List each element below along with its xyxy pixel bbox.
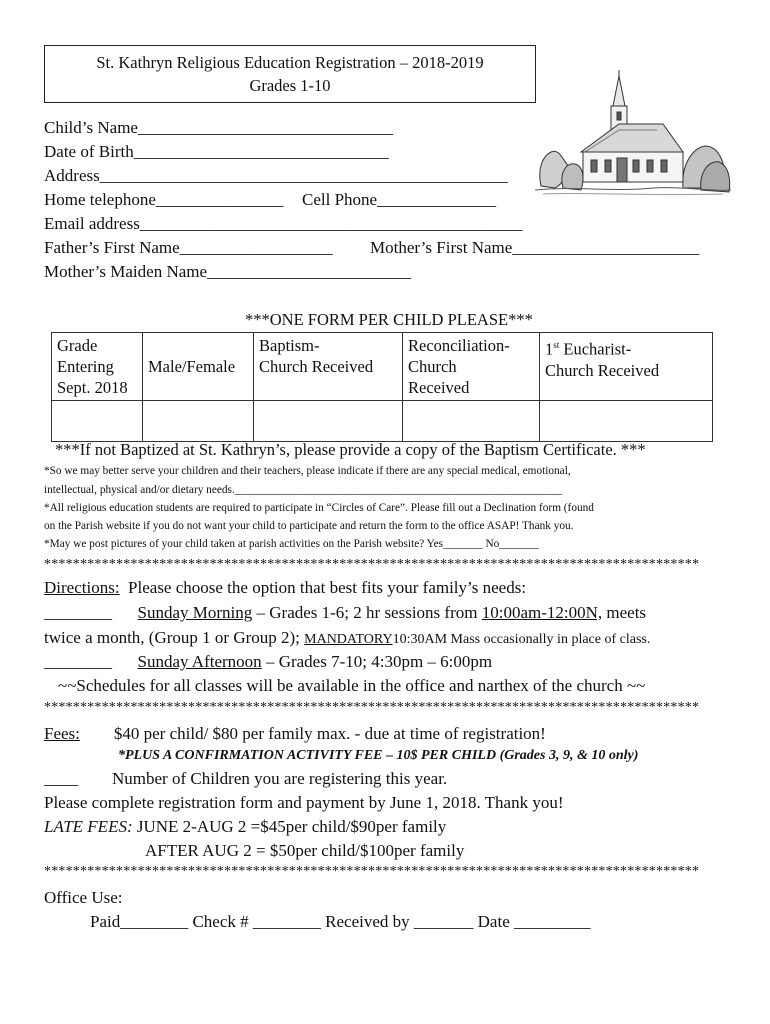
address-field[interactable]: Address________________________________________________ xyxy=(44,166,508,185)
children-count-text: Number of Children you are registering this year. xyxy=(112,769,448,788)
baptism-note: ***If not Baptized at St. Kathryn’s, please provide a copy of the Baptism Certificate. *** xyxy=(55,440,646,459)
office-use-fields[interactable]: Paid________ Check # ________ Received by _______ Date _________ xyxy=(90,912,591,931)
table-header-row xyxy=(52,333,713,401)
cell-phone-field[interactable]: Cell Phone______________ xyxy=(302,190,497,209)
special-needs-note-1: *So we may better serve your children and their teachers, please indicate if there are any special medical, emotional, xyxy=(44,465,571,477)
morning-meets: meets xyxy=(606,603,647,622)
header-reconciliation: Reconciliation- Church Received xyxy=(403,333,540,401)
confirmation-fee-note: *PLUS A CONFIRMATION ACTIVITY FEE – 10$ PER CHILD (Grades 3, 9, & 10 only) xyxy=(118,748,639,763)
home-telephone-field[interactable]: Home telephone_______________ xyxy=(44,190,284,209)
special-needs-note-2[interactable]: intellectual, physical and/or dietary needs.__________________________________________________________ xyxy=(44,484,563,496)
form-title-box xyxy=(44,45,536,103)
morning-label: Sunday Morning xyxy=(137,603,253,622)
church-illustration xyxy=(533,68,733,198)
table-row[interactable] xyxy=(52,401,713,442)
children-count-line xyxy=(44,769,447,789)
directions-line xyxy=(44,578,526,598)
child-name-field[interactable]: Child’s Name______________________________ xyxy=(44,118,393,137)
dob-field[interactable]: Date of Birth______________________________ xyxy=(44,142,389,161)
directions-label: Directions: xyxy=(44,578,120,597)
mother-maiden-name-field[interactable]: Mother’s Maiden Name________________________ xyxy=(44,262,412,281)
circles-of-care-note-1: *All religious education students are required to participate in “Circles of Care”. Please fill out a Declination form (found xyxy=(44,502,594,514)
directions-text: Please choose the option that best fits your family’s needs: xyxy=(128,578,527,597)
mass-text: 10:30AM Mass occasionally in place of class. xyxy=(392,632,651,647)
children-count-blank[interactable]: ____ xyxy=(44,769,78,788)
office-use-label: Office Use: xyxy=(44,888,123,907)
sacrament-table xyxy=(51,332,713,442)
cell-eucharist[interactable] xyxy=(540,401,713,442)
divider-stars: ******************************************************************************************* xyxy=(44,864,700,879)
header-eucharist: 1st Eucharist- Church Received xyxy=(540,333,713,401)
form-grades: Grades 1-10 xyxy=(249,76,331,95)
morning-time: 10:00am-12:00N, xyxy=(481,603,603,622)
header-grade: Grade Entering Sept. 2018 xyxy=(52,333,143,401)
afternoon-text: – Grades 7-10; 4:30pm – 6:00pm xyxy=(265,652,493,671)
pictures-permission-note[interactable]: *May we post pictures of your child taken at parish activities on the Parish website? Yes_______ No_______ xyxy=(44,538,539,550)
late-fees-1: JUNE 2-AUG 2 =$45per child/$90per family xyxy=(136,817,447,836)
group-text: twice a month, (Group 1 or Group 2); xyxy=(44,628,300,647)
header-gender: Male/Female xyxy=(143,333,254,401)
form-title: St. Kathryn Religious Education Registration – 2018-2019 xyxy=(96,53,484,72)
cell-gender[interactable] xyxy=(143,401,254,442)
afternoon-label: Sunday Afternoon xyxy=(137,652,262,671)
father-name-field[interactable]: Father’s First Name__________________ xyxy=(44,238,333,257)
late-fees-line xyxy=(44,817,446,837)
divider-stars: ******************************************************************************************* xyxy=(44,557,700,572)
complete-by-note: Please complete registration form and payment by June 1, 2018. Thank you! xyxy=(44,793,564,812)
header-baptism: Baptism- Church Received xyxy=(254,333,403,401)
divider-stars: ******************************************************************************************* xyxy=(44,700,700,715)
late-fees-label: LATE FEES: xyxy=(44,817,133,836)
morning-text: – Grades 1-6; 2 hr sessions from xyxy=(256,603,478,622)
cell-grade[interactable] xyxy=(52,401,143,442)
late-fees-2: AFTER AUG 2 = $50per child/$100per family xyxy=(145,841,465,860)
fees-text: $40 per child/ $80 per family max. - due at time of registration! xyxy=(113,724,546,743)
email-field[interactable]: Email address_____________________________________________ xyxy=(44,214,523,233)
sunday-morning-option xyxy=(44,603,646,623)
fees-label: Fees: xyxy=(44,724,80,743)
fees-line xyxy=(44,724,546,744)
morning-line-2 xyxy=(44,628,650,648)
cell-reconciliation[interactable] xyxy=(403,401,540,442)
circles-of-care-note-2: on the Parish website if you do not want your child to participate and return the form to the office ASAP! Thank you. xyxy=(44,520,574,532)
afternoon-blank[interactable]: ________ xyxy=(44,652,112,671)
sunday-afternoon-option xyxy=(44,652,492,672)
cell-baptism[interactable] xyxy=(254,401,403,442)
one-form-notice: ***ONE FORM PER CHILD PLEASE*** xyxy=(245,310,533,329)
mother-name-field[interactable]: Mother’s First Name______________________ xyxy=(370,238,700,257)
morning-blank[interactable]: ________ xyxy=(44,603,112,622)
schedules-note: ~~Schedules for all classes will be available in the office and narthex of the church ~~ xyxy=(58,676,646,695)
mandatory-label: MANDATORY xyxy=(304,632,393,647)
